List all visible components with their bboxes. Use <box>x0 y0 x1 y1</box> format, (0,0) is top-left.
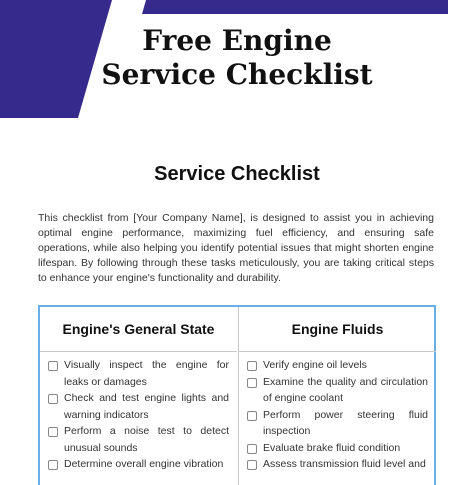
checklist-item-label: Evaluate brake fluid condition <box>263 441 401 454</box>
column-heading: Engine Fluids <box>239 307 436 352</box>
checkbox[interactable] <box>48 427 58 437</box>
checklist-item-label: Visually inspect the engine for leaks or damages <box>64 359 229 388</box>
checkbox[interactable] <box>48 394 58 404</box>
checkbox[interactable] <box>247 444 257 454</box>
checklist-item <box>247 357 428 374</box>
checklist-item-label: Check and test engine lights and warning indicators <box>64 392 229 421</box>
column-general-state <box>40 307 237 485</box>
checklist-item <box>247 374 428 407</box>
column-engine-fluids <box>238 307 436 485</box>
checklist-item <box>48 423 229 456</box>
page-title-line-1: Free Engine <box>142 24 332 57</box>
checklist-item-label: Assess transmission fluid level and <box>263 458 426 470</box>
checklist-item <box>247 440 428 457</box>
checkbox[interactable] <box>247 378 257 388</box>
checkbox[interactable] <box>48 361 58 371</box>
checklist-item <box>48 456 229 473</box>
checkbox[interactable] <box>48 460 58 470</box>
checklist-table <box>38 305 436 485</box>
checklist-item <box>48 357 229 390</box>
checkbox[interactable] <box>247 460 257 470</box>
page-title-line-2: Service Checklist <box>101 58 373 91</box>
checklist-item-label: Verify engine oil levels <box>263 359 367 371</box>
checklist-item-label: Perform power steering fluid inspection <box>263 408 428 437</box>
checklist-items <box>40 352 237 473</box>
checklist-item <box>247 456 428 473</box>
checklist-item-label: Examine the quality and circulation of engine coolant <box>263 375 428 404</box>
banner-top-shape <box>142 0 448 14</box>
checkbox[interactable] <box>247 361 257 371</box>
intro-paragraph: This checklist from [Your Company Name], is designed to assist you in achieving optimal engine performance, maximizing fuel efficiency, and ensuring safe operations, while also helping you identify potential issues that might shorten engine lifespan. By following through these tasks meticulously, you are taking critical steps to enhance your engine's functionality and durability. <box>38 212 434 284</box>
checklist-item-label: Determine overall engine vibration <box>64 458 224 470</box>
page-title <box>0 24 474 92</box>
checklist-items <box>239 352 436 473</box>
column-heading: Engine's General State <box>40 307 237 352</box>
checklist-item-label: Perform a noise test to detect unusual sounds <box>64 425 229 454</box>
checkbox[interactable] <box>247 411 257 421</box>
checklist-item <box>247 407 428 440</box>
checklist-item <box>48 390 229 423</box>
section-heading: Service Checklist <box>154 163 320 185</box>
